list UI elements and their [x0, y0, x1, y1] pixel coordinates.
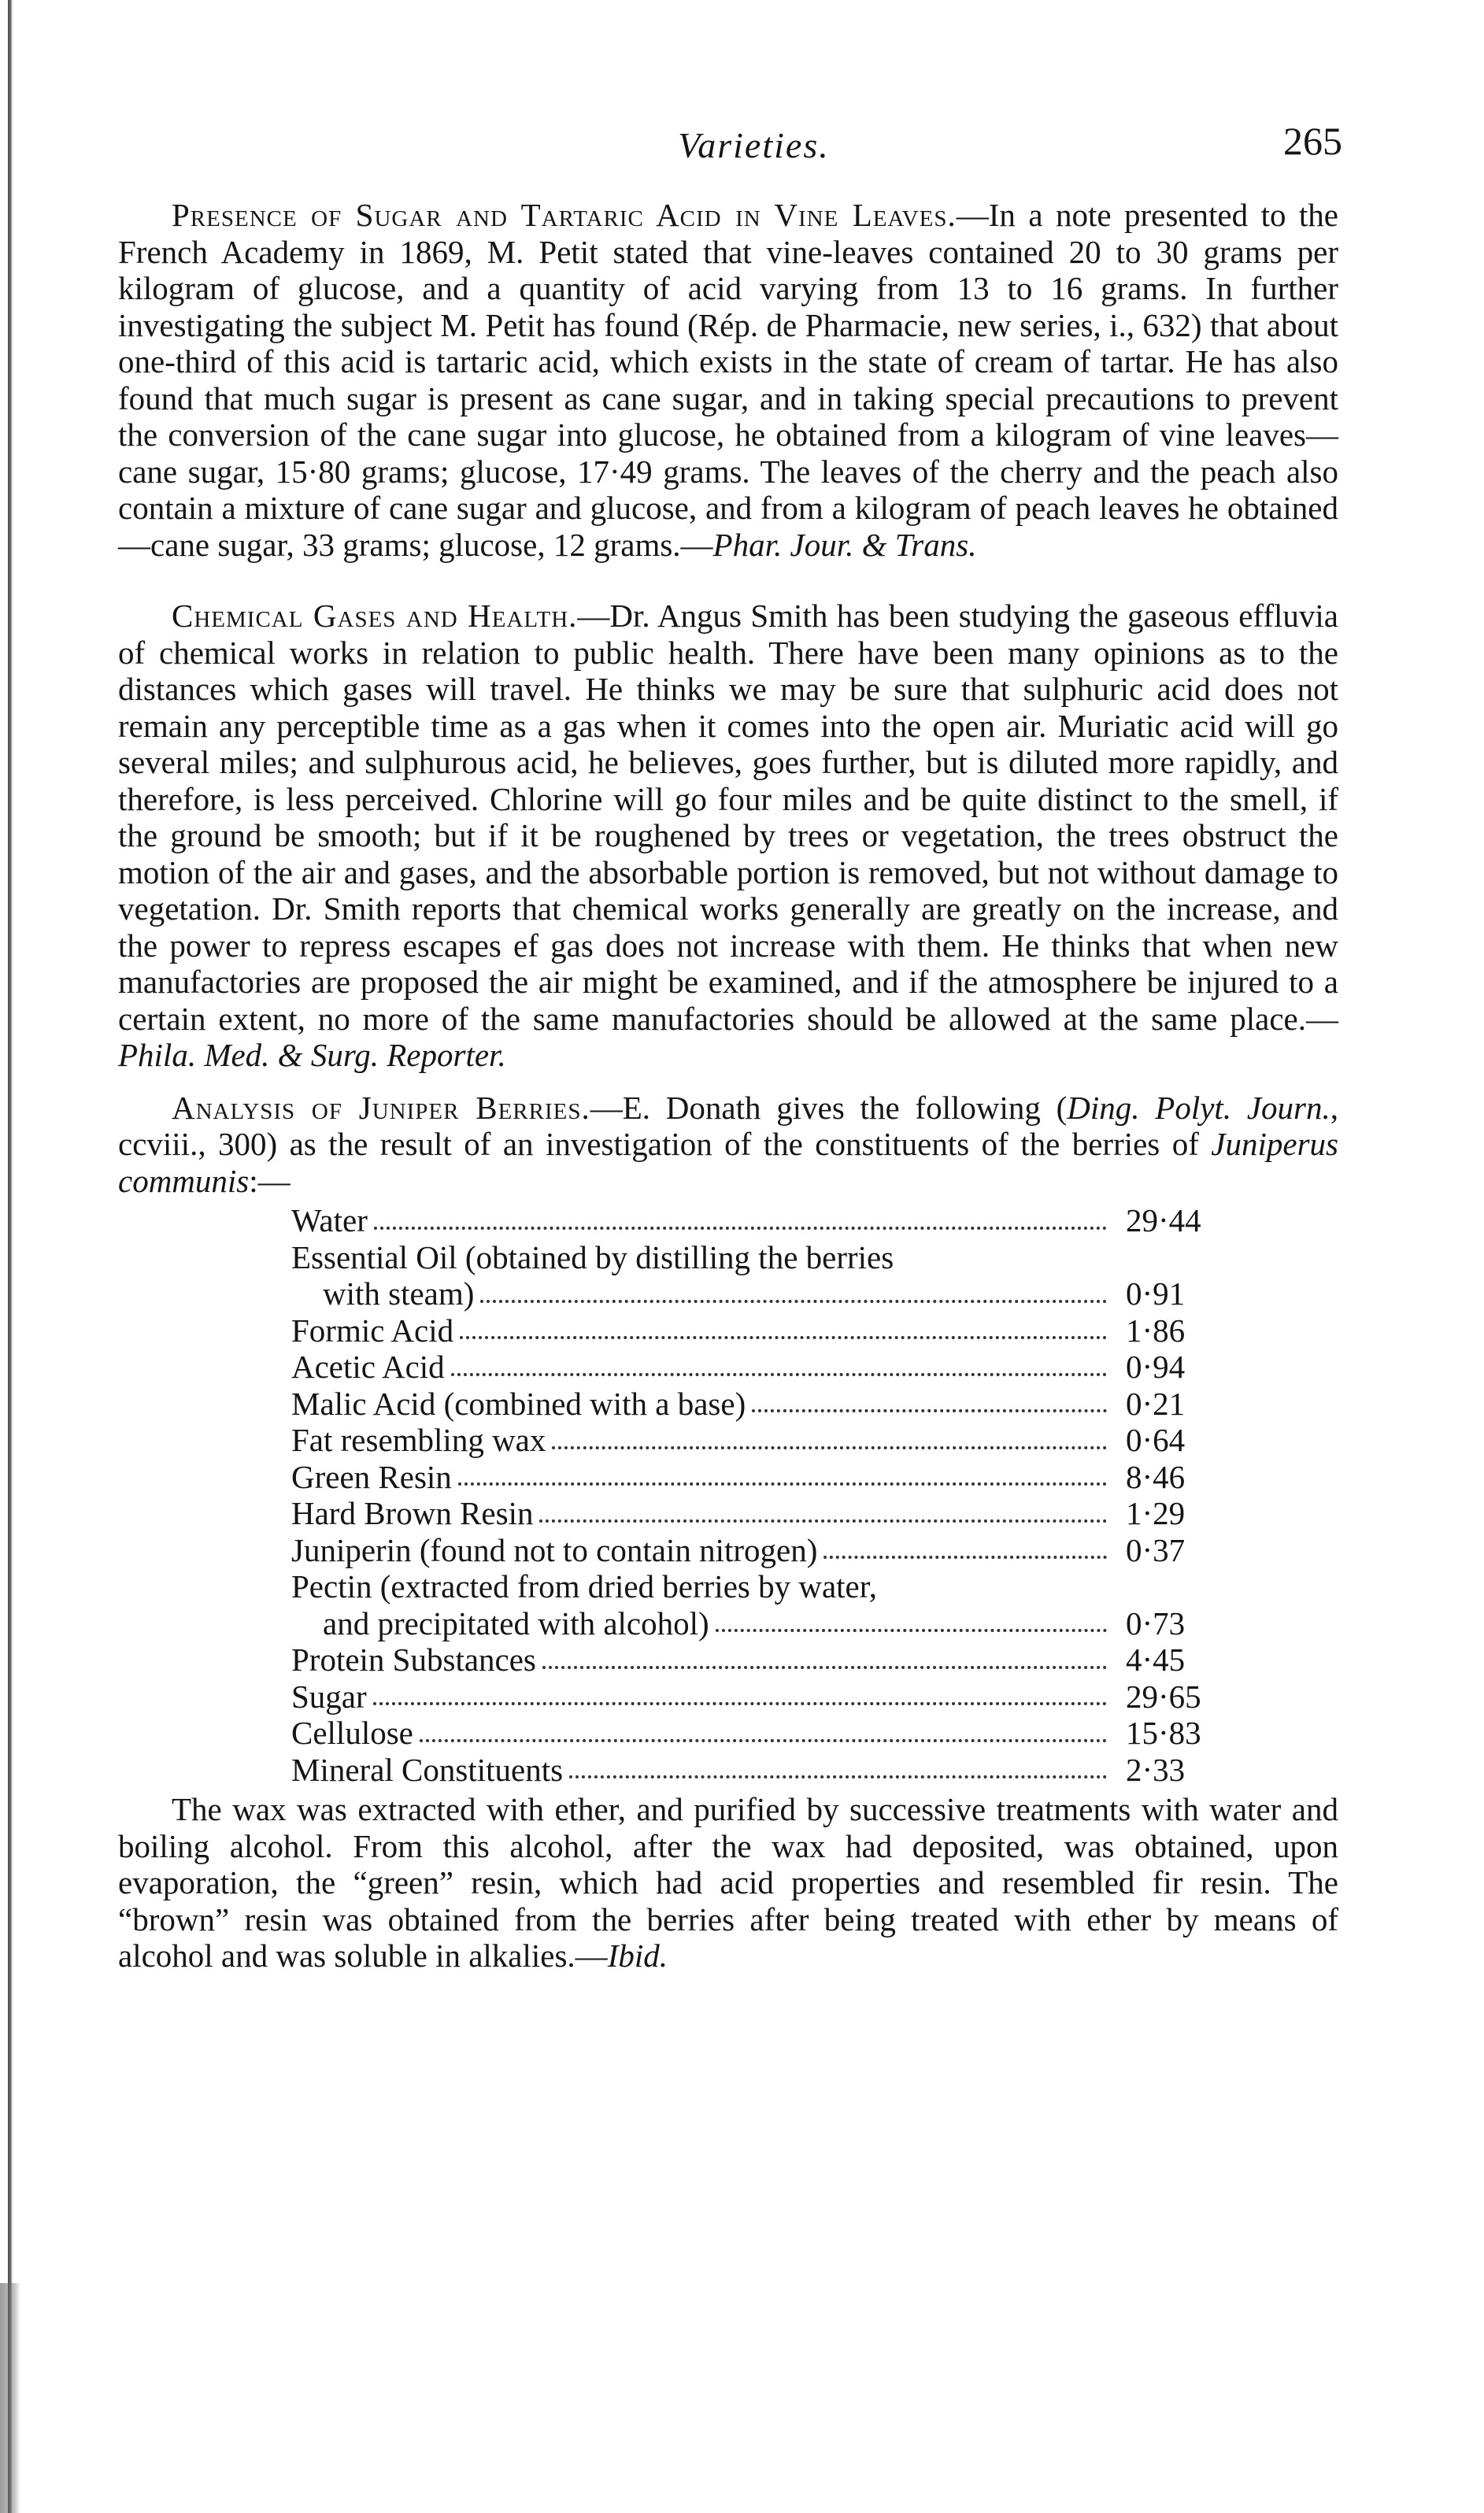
- constituent-value: 29·44: [1126, 1202, 1201, 1238]
- article-title: Chemical Gases and Health.: [172, 598, 578, 634]
- dot-leader: [823, 1556, 1107, 1559]
- constituent-name-cont: with steam): [323, 1275, 475, 1312]
- dot-leader: [374, 1227, 1107, 1230]
- table-row: [291, 1239, 1212, 1312]
- constituent-value: 0·94: [1126, 1349, 1186, 1385]
- article-body-cont: , ccviii., 300) as the result of an investigation of the constituents of the berries of: [118, 1089, 1338, 1162]
- constituent-value: 2·33: [1126, 1751, 1186, 1788]
- article-title: Presence of Sugar and Tartaric Acid in Vine Leaves.: [172, 197, 957, 233]
- constituent-name: Essential Oil (obtained by distilling the berries: [291, 1238, 894, 1275]
- table-row: [291, 1678, 1212, 1715]
- constituent-value: 1·86: [1126, 1312, 1186, 1349]
- article-body: —Dr. Angus Smith has been studying the gaseous effluvia of chemical works in relation to public health. There have been many opinions as to the distances which gases will travel. He thinks we may be sure that sulphuric acid does not remain any perceptible time as a gas when it comes into the open air. Muriatic acid will go several miles; and sulphurous acid, he believes, goes further, but is diluted more rapidly, and therefore, is less perceived. Chlorine will go four miles and be quite distinct to the smell, if the ground be smooth; but if it be roughened by trees or vegetation, the trees obstruct the motion of the air and gases, and the absorbable portion is removed, but not without damage to vegetation. Dr. Smith reports that chemical works generally are greatly on the increase, and the power to repress escapes ef gas does not increase with them. He thinks that when new manufactories are proposed the air might be examined, and if the atmosphere be injured to a certain extent, no more of the same manufactories should be allowed at the same place.—: [118, 598, 1338, 1037]
- table-row: [291, 1568, 1212, 1641]
- article-body: —E. Donath gives the following (: [590, 1089, 1068, 1126]
- article-body: —In a note presented to the French Academy in 1869, M. Petit stated that vine-leaves contained 20 to 30 grams per kilogram of glucose, and a quantity of acid varying from 13 to 16 grams. In further investigating the subject M. Petit has found (Rép. de Pharmacie, new series, i., 632) that about one-third of this acid is tartaric acid, which exists in the state of cream of tartar. He has also found that much sugar is present as cane sugar, and in taking special precautions to prevent the conversion of the cane sugar into glucose, he obtained from a kilogram of vine leaves—cane sugar, 15·80 grams; glucose, 17·49 grams. The leaves of the cherry and the peach also contain a mixture of cane sugar and glucose, and from a kilogram of peach leaves he obtained—cane sugar, 33 grams; glucose, 12 grams.—: [118, 197, 1338, 563]
- constituent-name: Fat resembling wax: [291, 1422, 546, 1458]
- constituent-name: Mineral Constituents: [291, 1751, 564, 1788]
- constituent-name: Water: [291, 1202, 368, 1238]
- article-paragraph: [118, 1090, 1338, 1200]
- constituent-name: Hard Brown Resin: [291, 1495, 534, 1531]
- dot-leader: [752, 1409, 1107, 1412]
- page-header: [165, 118, 1342, 181]
- table-row: [291, 1422, 1212, 1459]
- dot-leader: [539, 1519, 1107, 1523]
- article-sugar-tartaric-acid: [118, 197, 1338, 563]
- dot-leader: [458, 1482, 1107, 1486]
- species-name: Juniperus communis: [118, 1126, 1338, 1199]
- table-row: [291, 1386, 1212, 1423]
- article-chemical-gases: [118, 598, 1338, 1074]
- article-source: Phar. Jour. & Trans.: [712, 526, 977, 563]
- constituent-value: 1·29: [1126, 1495, 1186, 1531]
- dot-leader: [451, 1373, 1107, 1376]
- constituent-value: 0·73: [1126, 1604, 1186, 1641]
- page-content: [118, 197, 1338, 1974]
- dot-leader: [420, 1739, 1107, 1742]
- constituent-name: Formic Acid: [291, 1312, 454, 1349]
- article-paragraph: [118, 197, 1338, 563]
- article-paragraph: [118, 1791, 1338, 1974]
- page-edge-shadow: [8, 0, 13, 2513]
- article-source: Ibid.: [607, 1937, 668, 1974]
- article-juniper-berries: [118, 1090, 1338, 1974]
- constituent-name: Green Resin: [291, 1458, 452, 1495]
- article-title: Analysis of Juniper Berries.: [172, 1089, 590, 1126]
- constituent-name-cont: and precipitated with alcohol): [323, 1604, 709, 1641]
- journal-reference: Ding. Polyt. Journ.: [1067, 1089, 1330, 1126]
- article-paragraph: [118, 598, 1338, 1074]
- dot-leader: [716, 1629, 1107, 1632]
- dot-leader: [373, 1702, 1107, 1705]
- dot-leader: [552, 1446, 1107, 1449]
- constituent-value: 0·37: [1126, 1531, 1186, 1568]
- dot-leader: [460, 1336, 1107, 1339]
- constituent-value: 0·64: [1126, 1422, 1186, 1458]
- table-row: [291, 1202, 1212, 1239]
- dot-leader: [569, 1775, 1107, 1778]
- constituent-value: 0·21: [1126, 1385, 1186, 1422]
- constituent-name: Protein Substances: [291, 1641, 536, 1678]
- table-row: [291, 1495, 1212, 1532]
- closing-body: The wax was extracted with ether, and purified by successive treatments with water and boiling alcohol. From this alcohol, after the wax had deposited, was obtained, upon evaporation, the “green” resin, which had acid properties and resembled fir resin. The “brown” resin was obtained from the berries after being treated with ether by means of alcohol and was soluble in alkalies.—: [118, 1791, 1338, 1974]
- constituent-name: Acetic Acid: [291, 1349, 445, 1385]
- constituent-value: 0·91: [1126, 1275, 1186, 1312]
- running-head: Varieties.: [678, 125, 830, 165]
- page-edge-shadow-bottom: [0, 2283, 20, 2513]
- table-row: [291, 1641, 1212, 1678]
- dot-leader: [542, 1666, 1107, 1669]
- page-number: 265: [1283, 119, 1342, 163]
- constituent-name: Malic Acid (combined with a base): [291, 1385, 746, 1422]
- table-row: [291, 1752, 1212, 1789]
- constituent-value: 4·45: [1126, 1641, 1186, 1678]
- article-source: Phila. Med. & Surg. Reporter.: [118, 1037, 506, 1073]
- table-row: [291, 1715, 1212, 1752]
- table-row: [291, 1459, 1212, 1496]
- table-row: [291, 1532, 1212, 1569]
- constituent-name: Cellulose: [291, 1715, 413, 1751]
- constituent-name: Sugar: [291, 1678, 367, 1715]
- dot-leader: [480, 1300, 1107, 1303]
- constituent-value: 15·83: [1126, 1715, 1201, 1751]
- constituent-value: 8·46: [1126, 1458, 1186, 1495]
- constituent-name: Pectin (extracted from dried berries by water,: [291, 1568, 878, 1604]
- table-row: [291, 1349, 1212, 1386]
- constituent-name: Juniperin (found not to contain nitrogen): [291, 1531, 818, 1568]
- closing-paragraph: [118, 1791, 1338, 1974]
- constituent-value: 29·65: [1126, 1678, 1201, 1715]
- article-body-end: :—: [249, 1162, 291, 1199]
- constituents-table: [291, 1202, 1212, 1788]
- table-row: [291, 1312, 1212, 1349]
